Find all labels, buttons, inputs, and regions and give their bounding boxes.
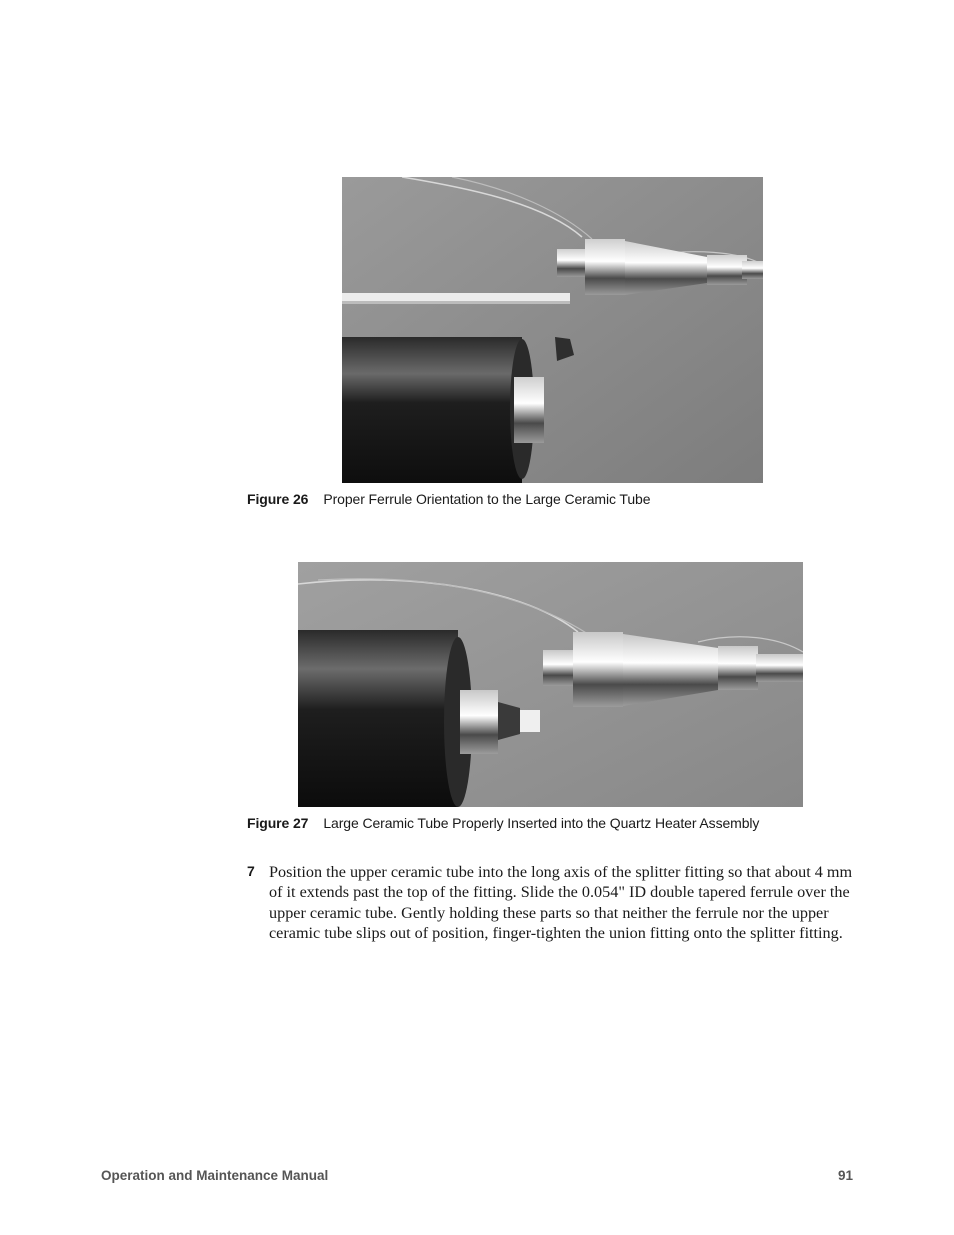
figure-27-caption xyxy=(247,815,759,831)
figure-27-photo xyxy=(298,562,803,807)
step-number: 7 xyxy=(247,863,255,879)
figure-26-photo xyxy=(342,177,763,483)
figure-caption-text: Large Ceramic Tube Properly Inserted into the Quartz Heater Assembly xyxy=(323,815,760,831)
footer-manual-title: Operation and Maintenance Manual xyxy=(101,1168,329,1183)
footer-page-number: 91 xyxy=(838,1168,854,1183)
figure-caption-text: Proper Ferrule Orientation to the Large Ceramic Tube xyxy=(323,491,651,507)
figure-26-caption xyxy=(247,491,650,507)
procedure-step xyxy=(247,862,857,944)
figure-number: Figure 27 xyxy=(247,815,309,831)
figure-number: Figure 26 xyxy=(247,491,309,507)
step-text: Position the upper ceramic tube into the long axis of the splitter fitting so that about 4 mm of it extends past the top of the fitting. Slide the 0.054" ID double tapered ferrule over the upper ceramic tube. Gently holding these parts so that neither the ferrule nor the upper ceramic tube slips out of position, finger-tighten the union fitting onto the splitter fitting. xyxy=(269,863,853,943)
